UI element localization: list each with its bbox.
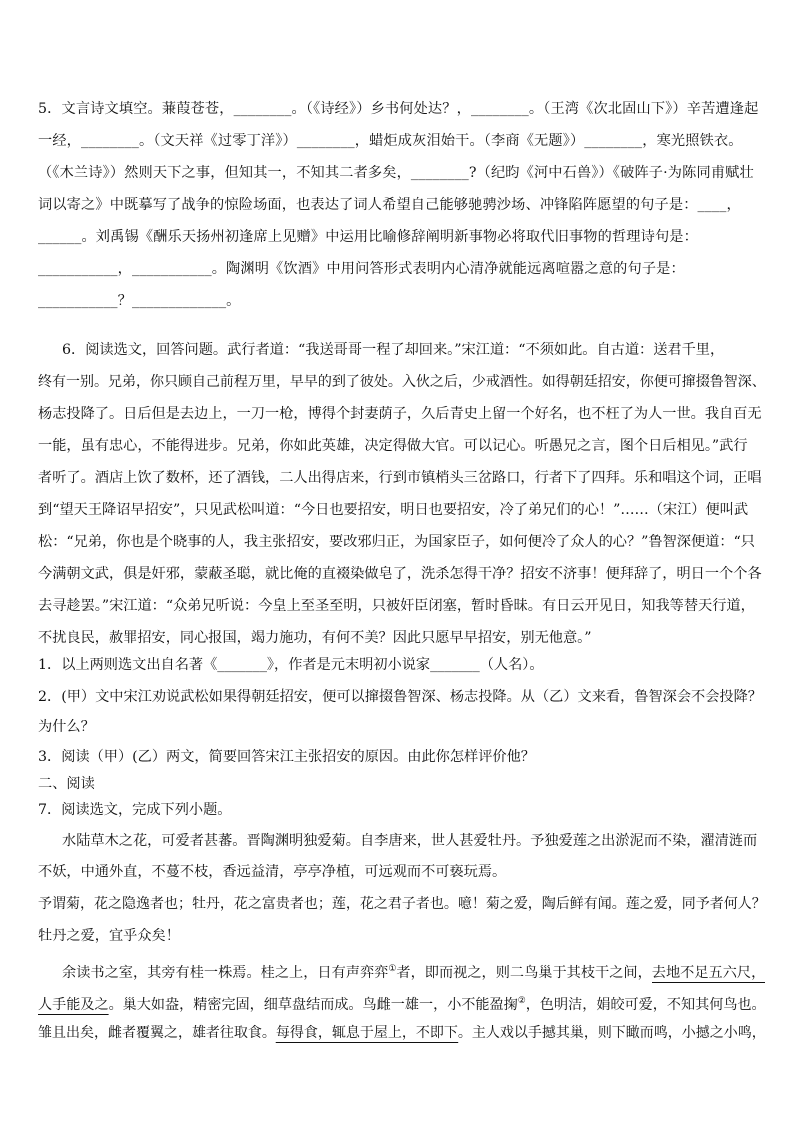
q6-question-3: 3．阅读（甲）(乙）两文，简要回答宋江主张招安的原因。由此你怎样评价他？: [38, 749, 535, 765]
passage1-line: 予谓菊，花之隐逸者也；牡丹，花之富贵者也；莲，花之君子者也。噫！菊之爱，陶后鲜有闻。莲之爱，同予者何人？: [38, 896, 766, 912]
underlined-sentence-1-cont: 人手能及之: [38, 997, 109, 1013]
passage1-line: 水陆草木之花，可爱者甚蕃。晋陶渊明独爱菊。自李唐来，世人甚爱牡丹。予独爱莲之出淤泥而不染，濯清涟而: [62, 833, 758, 849]
q6-passage-line: 松：“兄弟，你也是个晓事的人，我主张招安，要改邪归正，为国家臣子，如何便冷了众人的心？”鲁智深便道：“只: [38, 534, 755, 550]
q5-line-6: ___________，___________。陶渊明《饮酒》中用问答形式表明内心清净就能远离喧嚣之意的句子是：: [38, 261, 685, 277]
q7-intro: 7．阅读选文，完成下列小题。: [38, 802, 232, 818]
footnote-marker-1: ①: [388, 964, 397, 974]
underlined-sentence-1: 去地不足五六尺，: [651, 965, 766, 981]
passage2-text: 雏且出矣，雌者覆翼之，雄者往取食。: [38, 1025, 276, 1041]
q6-passage-line: 到“望天王降诏早招安”，只见武松叫道：“今日也要招安，明日也要招安，冷了弟兄们的心！”……（宋江）便叫武: [38, 502, 749, 518]
passage2-line-3: [38, 1022, 766, 1044]
q6-passage-line: 去寻趁罢。”宋江道：“众弟兄听说：今皇上至圣至明，只被奸臣闭塞，暂时昏昧。有日云开见日，知我等替天行道，: [38, 598, 755, 614]
passage2-text: 。巢大如盎，精密完固，细草盘结而成。鸟雌一雄一，小不能盈掬: [108, 997, 518, 1013]
section-heading: 二、阅读: [38, 776, 95, 792]
footnote-marker-2: ②: [517, 996, 526, 1006]
q5-line-5: ______。刘禹锡《酬乐天扬州初逢席上见赠》中运用比喻修辞阐明新事物必将取代旧事物的哲理诗句是：: [38, 229, 698, 245]
q6-passage-line: 者听了。酒店上饮了数杯，还了酒钱，二人出得店来，行到市镇梢头三岔路口，行者下了四拜。乐和唱这个词，正唱: [38, 470, 762, 486]
underlined-sentence-2: 每得食，辄息于屋上，不即下: [275, 1025, 458, 1041]
passage2-text: 者，即而视之，则二鸟巢于其枝干之间，: [396, 965, 652, 981]
q5-line-4: 词以寄之》中既摹写了战争的惊险场面，也表达了词人希望自己能够驰骋沙场、冲锋陷阵愿望的句子是：____，: [38, 197, 741, 213]
passage2-text: ，色明洁，娟皎可爱，不知其何鸟也。: [525, 997, 766, 1013]
q6-question-2: 2．(甲）文中宋江劝说武松如果得朝廷招安，便可以撺掇鲁智深、杨志投降。从（乙）文来看，鲁智深会不会投降？: [38, 689, 762, 705]
q6-question-1: 1．以上两则选文出自名著《_______》，作者是元末明初小说家_______（人名）。: [38, 657, 544, 673]
q6-passage-line: 今满朝文武，俱是奸邪，蒙蔽圣聪，就比俺的直裰染做皂了，洗杀怎得干净？招安不济事！便拜辞了，明日一个个各: [38, 566, 762, 582]
q6-passage-line: 6．阅读选文，回答问题。武行者道：“我送哥哥一程了却回来。”宋江道：“不须如此。自古道：送君千里，: [62, 342, 725, 358]
q6-passage-line: 终有一别。兄弟，你只顾自己前程万里，早早的到了彼处。入伙之后，少戒酒性。如得朝廷招安，你便可撺掇鲁智深、: [38, 374, 766, 390]
q6-question-2-cont: 为什么？: [38, 719, 95, 735]
q5-line-2: 一经，________。（文天祥《过零丁洋》）________，蜡炬成灰泪始干。（李商《无题》）________，寒光照铁衣。: [38, 133, 743, 149]
q5-line-1: 5．文言诗文填空。蒹葭苍苍，________。（《诗经》）乡书何处达？，________。（王湾《次北固山下》）辛苦遭逢起: [38, 101, 759, 117]
passage2-text: 余读书之室，其旁有桂一株焉。桂之上，日有声弈弈: [62, 965, 389, 981]
q5-line-3: （《木兰诗》）然则天下之事，但知其一，不知其二者多矣，________?（纪昀《河中石兽》）《破阵子·为陈同甫赋壮: [38, 165, 754, 181]
q5-line-7: ___________？_____________。: [38, 293, 241, 309]
q6-passage-line: 一能，虽有忠心，不能得进步。兄弟，你如此英雄，决定得做大官。可以记心。听愚兄之言，图个日后相见。”武行: [38, 438, 748, 454]
q6-passage-line: 不扰良民，赦罪招安，同心报国，竭力施功，有何不美？因此只愿早早招安，别无他意。”: [38, 630, 592, 646]
passage2-line-2: [38, 990, 766, 1012]
q6-passage-line: 杨志投降了。日后但是去边上，一刀一枪，博得个封妻荫子，久后青史上留一个好名，也不枉了为人一世。我自百无: [38, 406, 762, 422]
passage1-line: 不妖，中通外直，不蔓不枝，香远益清，亭亭净植，可远观而不可亵玩焉。: [38, 864, 507, 880]
passage1-line: 牡丹之爱，宜乎众矣！: [38, 928, 180, 944]
passage2-line-1: [62, 958, 765, 980]
passage2-text: 。主人戏以手撼其巢，则下瞰而鸣，小撼之小鸣，: [457, 1025, 766, 1041]
